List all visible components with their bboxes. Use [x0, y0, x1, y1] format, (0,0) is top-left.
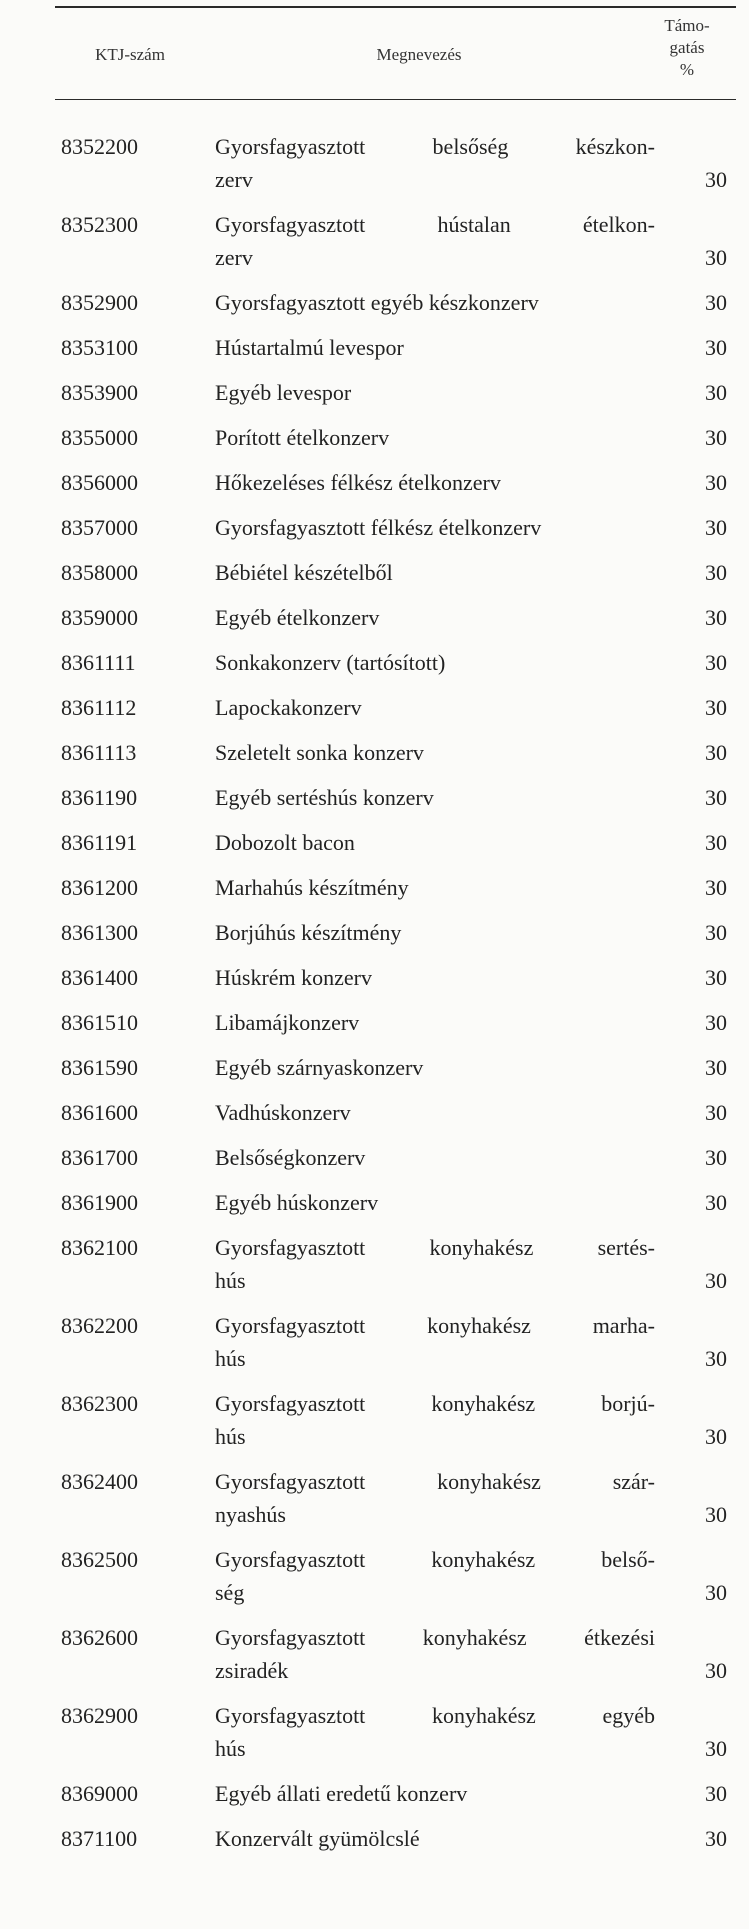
- row-code: 8352300: [61, 212, 138, 237]
- row-percent: 30: [705, 1502, 727, 1527]
- row-percent: 30: [705, 1145, 727, 1170]
- row-name-line: Hőkezeléses félkész ételkonzerv: [215, 470, 501, 495]
- table-row: [0, 1387, 749, 1453]
- row-name-line: hús: [215, 1736, 246, 1761]
- table-row: [0, 691, 749, 724]
- row-name: [215, 511, 655, 544]
- table-body: [0, 130, 749, 1867]
- table-row: [0, 1231, 749, 1297]
- table-header-rule: [55, 99, 736, 100]
- row-name-line: zsiradék: [215, 1658, 289, 1683]
- row-code: 8361111: [61, 650, 136, 675]
- row-name-line: Libamájkonzerv: [215, 1010, 360, 1035]
- table-row: [0, 1096, 749, 1129]
- column-header-percent-line: %: [679, 60, 695, 79]
- row-code: 8361200: [61, 875, 138, 900]
- table-row: [0, 331, 749, 364]
- row-code: 8361112: [61, 695, 137, 720]
- row-name: [215, 1387, 655, 1453]
- row-percent: 30: [705, 335, 727, 360]
- column-header-code: KTJ-szám: [95, 45, 165, 64]
- column-header-percent: [646, 15, 728, 81]
- row-name-line: Egyéb szárnyaskonzerv: [215, 1055, 424, 1080]
- row-percent: 30: [705, 1781, 727, 1806]
- row-name-line: Gyorsfagyasztott belsőség készkon-: [215, 134, 655, 159]
- table-top-rule: [55, 6, 736, 8]
- table-row: [0, 1621, 749, 1687]
- row-percent: 30: [705, 785, 727, 810]
- row-percent: 30: [705, 1190, 727, 1215]
- row-name-line: Vadhúskonzerv: [215, 1100, 351, 1125]
- row-name-line: Szeletelt sonka konzerv: [215, 740, 424, 765]
- row-name-line: Belsőségkonzerv: [215, 1145, 366, 1170]
- row-name: [215, 916, 655, 949]
- row-name-line: Konzervált gyümölcslé: [215, 1826, 420, 1851]
- row-name: [215, 421, 655, 454]
- table-row: [0, 646, 749, 679]
- row-code: 8362400: [61, 1469, 138, 1494]
- row-name: [215, 601, 655, 634]
- row-code: 8371100: [61, 1826, 138, 1851]
- table-row: [0, 961, 749, 994]
- row-code: 8361510: [61, 1010, 138, 1035]
- row-name-line: nyashús: [215, 1502, 286, 1527]
- row-code: 8361191: [61, 830, 138, 855]
- row-name-line: Gyorsfagyasztott hústalan ételkon-: [215, 212, 655, 237]
- row-code: 8362500: [61, 1547, 138, 1572]
- row-name: [215, 286, 655, 319]
- row-name: [215, 826, 655, 859]
- table-row: [0, 1141, 749, 1174]
- row-percent: 30: [705, 1580, 727, 1605]
- row-name-line: Egyéb állati eredetű konzerv: [215, 1781, 468, 1806]
- row-name-line: Dobozolt bacon: [215, 830, 355, 855]
- row-name: [215, 556, 655, 589]
- row-percent: 30: [705, 740, 727, 765]
- row-name: [215, 1096, 655, 1129]
- row-name-line: Egyéb levespor: [215, 380, 352, 405]
- table-row: [0, 1543, 749, 1609]
- row-name-line: Egyéb húskonzerv: [215, 1190, 379, 1215]
- row-name: [215, 1141, 655, 1174]
- row-percent: 30: [705, 1268, 727, 1293]
- row-code: 8362300: [61, 1391, 138, 1416]
- row-percent: 30: [705, 875, 727, 900]
- table-row: [0, 208, 749, 274]
- row-percent: 30: [705, 167, 727, 192]
- column-header-percent-line: Támo-: [664, 16, 710, 35]
- table-row: [0, 556, 749, 589]
- row-percent: 30: [705, 515, 727, 540]
- row-code: 8362200: [61, 1313, 138, 1338]
- row-percent: 30: [705, 245, 727, 270]
- row-percent: 30: [705, 1736, 727, 1761]
- row-percent: 30: [705, 1826, 727, 1851]
- row-percent: 30: [705, 1010, 727, 1035]
- row-name: [215, 1822, 655, 1855]
- row-code: 8362600: [61, 1625, 138, 1650]
- row-percent: 30: [705, 560, 727, 585]
- row-name: [215, 331, 655, 364]
- row-name-line: Húskrém konzerv: [215, 965, 373, 990]
- row-name: [215, 736, 655, 769]
- row-name-line: hús: [215, 1346, 246, 1371]
- row-percent: 30: [705, 605, 727, 630]
- row-name-line: Lapockakonzerv: [215, 695, 362, 720]
- row-name: [215, 1621, 655, 1687]
- row-code: 8359000: [61, 605, 138, 630]
- row-code: 8355000: [61, 425, 138, 450]
- row-name-line: Bébiétel készételből: [215, 560, 393, 585]
- row-code: 8353900: [61, 380, 138, 405]
- row-name-line: Gyorsfagyasztott konyhakész borjú-: [215, 1391, 655, 1416]
- row-name-line: Gyorsfagyasztott egyéb készkonzerv: [215, 290, 539, 315]
- row-name-line: Gyorsfagyasztott konyhakész étkezési: [215, 1625, 655, 1650]
- row-code: 8352900: [61, 290, 138, 315]
- row-name-line: Borjúhús készítmény: [215, 920, 402, 945]
- row-code: 8361600: [61, 1100, 138, 1125]
- row-name-line: hús: [215, 1424, 246, 1449]
- table-row: [0, 1777, 749, 1810]
- column-header-percent-line: gatás: [669, 38, 705, 57]
- row-name: [215, 376, 655, 409]
- row-name: [215, 646, 655, 679]
- table-row: [0, 736, 749, 769]
- row-name-line: Porított ételkonzerv: [215, 425, 390, 450]
- row-name-line: Gyorsfagyasztott konyhakész egyéb: [215, 1703, 655, 1728]
- table-row: [0, 781, 749, 814]
- row-percent: 30: [705, 1100, 727, 1125]
- row-name: [215, 1777, 655, 1810]
- table-row: [0, 376, 749, 409]
- row-code: 8356000: [61, 470, 138, 495]
- table-row: [0, 130, 749, 196]
- row-name: [215, 781, 655, 814]
- row-code: 8353100: [61, 335, 138, 360]
- row-code: 8361900: [61, 1190, 138, 1215]
- row-name: [215, 1465, 655, 1531]
- row-code: 8361700: [61, 1145, 138, 1170]
- row-name: [215, 208, 655, 274]
- row-percent: 30: [705, 1346, 727, 1371]
- row-code: 8358000: [61, 560, 138, 585]
- table-row: [0, 916, 749, 949]
- row-name: [215, 1699, 655, 1765]
- table-row: [0, 286, 749, 319]
- row-percent: 30: [705, 425, 727, 450]
- table-row: [0, 1699, 749, 1765]
- table-row: [0, 511, 749, 544]
- column-header-name: Megnevezés: [376, 45, 462, 64]
- row-percent: 30: [705, 1424, 727, 1449]
- table-row: [0, 1309, 749, 1375]
- row-percent: 30: [705, 290, 727, 315]
- row-name-line: ség: [215, 1580, 245, 1605]
- row-percent: 30: [705, 920, 727, 945]
- table-row: [0, 1465, 749, 1531]
- table-row: [0, 826, 749, 859]
- row-percent: 30: [705, 1055, 727, 1080]
- table-row: [0, 466, 749, 499]
- row-name: [215, 1051, 655, 1084]
- table-row: [0, 421, 749, 454]
- row-name-line: Gyorsfagyasztott konyhakész marha-: [215, 1313, 655, 1338]
- row-name: [215, 1186, 655, 1219]
- row-percent: 30: [705, 830, 727, 855]
- row-code: 8361590: [61, 1055, 138, 1080]
- table-row: [0, 1006, 749, 1039]
- row-name-line: hús: [215, 1268, 246, 1293]
- row-name-line: Egyéb sertéshús konzerv: [215, 785, 434, 810]
- row-name: [215, 1231, 655, 1297]
- row-percent: 30: [705, 380, 727, 405]
- row-name-line: Gyorsfagyasztott konyhakész szár-: [215, 1469, 655, 1494]
- row-code: 8361400: [61, 965, 138, 990]
- table-row: [0, 871, 749, 904]
- row-percent: 30: [705, 965, 727, 990]
- row-name: [215, 130, 655, 196]
- row-code: 8361113: [61, 740, 137, 765]
- table-row: [0, 1186, 749, 1219]
- row-name-line: Gyorsfagyasztott konyhakész sertés-: [215, 1235, 655, 1260]
- table-row: [0, 1822, 749, 1855]
- row-name-line: Egyéb ételkonzerv: [215, 605, 380, 630]
- row-percent: 30: [705, 470, 727, 495]
- row-name-line: Gyorsfagyasztott konyhakész belső-: [215, 1547, 655, 1572]
- table-row: [0, 1051, 749, 1084]
- row-code: 8369000: [61, 1781, 138, 1806]
- row-name: [215, 691, 655, 724]
- row-name-line: zerv: [215, 245, 253, 270]
- row-percent: 30: [705, 650, 727, 675]
- row-name: [215, 871, 655, 904]
- row-code: 8352200: [61, 134, 138, 159]
- row-code: 8357000: [61, 515, 138, 540]
- row-percent: 30: [705, 695, 727, 720]
- row-name-line: Hústartalmú levespor: [215, 335, 404, 360]
- row-code: 8361300: [61, 920, 138, 945]
- row-name: [215, 961, 655, 994]
- row-code: 8361190: [61, 785, 138, 810]
- row-name: [215, 466, 655, 499]
- row-code: 8362100: [61, 1235, 138, 1260]
- row-name: [215, 1543, 655, 1609]
- row-name-line: Marhahús készítmény: [215, 875, 409, 900]
- row-name-line: Gyorsfagyasztott félkész ételkonzerv: [215, 515, 542, 540]
- row-name: [215, 1309, 655, 1375]
- row-name-line: Sonkakonzerv (tartósított): [215, 650, 446, 675]
- table-row: [0, 601, 749, 634]
- row-percent: 30: [705, 1658, 727, 1683]
- row-code: 8362900: [61, 1703, 138, 1728]
- row-name: [215, 1006, 655, 1039]
- row-name-line: zerv: [215, 167, 253, 192]
